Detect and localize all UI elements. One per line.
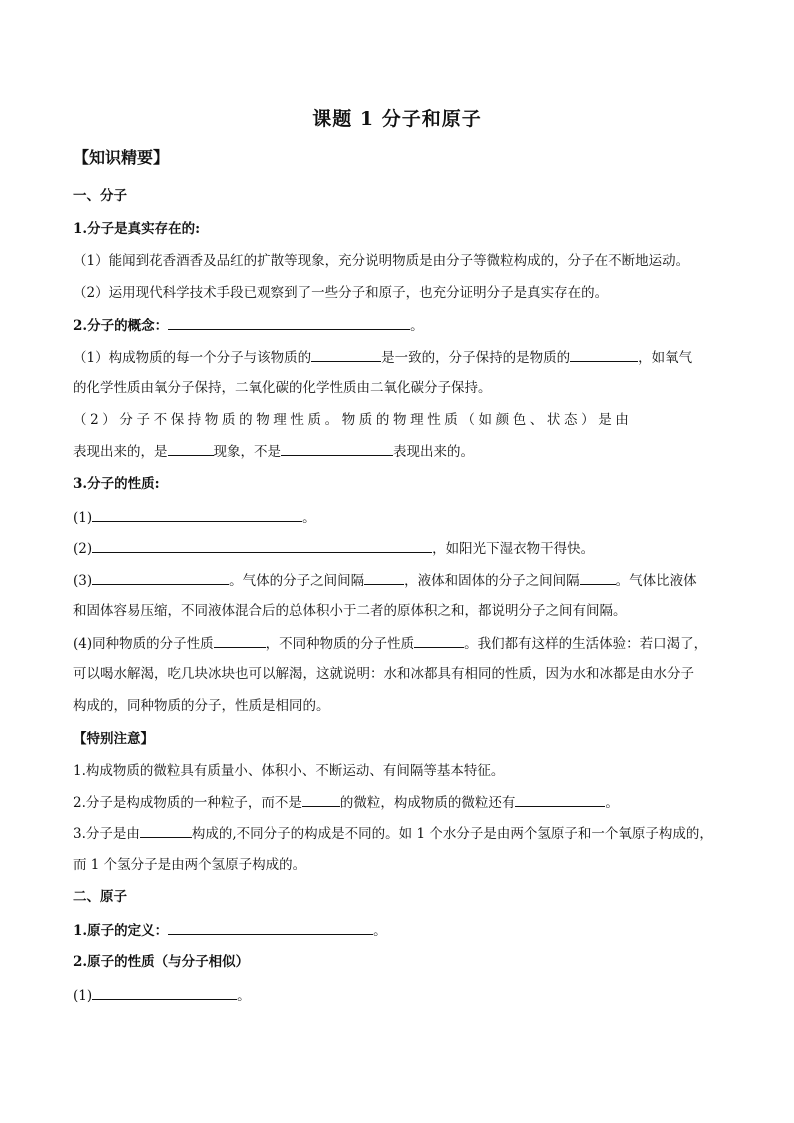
heading-atom: 二、原子 — [73, 889, 127, 905]
text-segment: 。气体的分子之间间隔 — [229, 573, 365, 589]
section-heading-special-notes: 【特别注意】 — [73, 731, 154, 747]
fill-blank[interactable] — [140, 823, 192, 838]
punctuation: 。 — [302, 510, 316, 526]
fill-blank[interactable] — [364, 570, 404, 585]
fill-blank[interactable] — [515, 792, 605, 807]
item-number: (2) — [73, 541, 93, 557]
fill-blank[interactable] — [302, 792, 340, 807]
text-segment: ，如氧气 — [638, 350, 693, 366]
text-segment: 现象，不是 — [213, 444, 281, 460]
paragraph-line: 和固体容易压缩，不同液体混合后的总体积小于二者的原体积之和，都说明分子之间有间隔。 — [73, 603, 627, 619]
page-title: 课题 1 分子和原子 — [312, 108, 482, 130]
paragraph-line — [73, 441, 474, 462]
fill-blank[interactable] — [580, 570, 616, 585]
subheading-atom-properties: 2.原子的性质（与分子相似） — [73, 954, 250, 970]
definition-line — [73, 920, 387, 941]
text-segment: 构成的,不同分子的构成是不同的。如 1 个水分子是由两个氢原子和一个氧原子构成的， — [191, 826, 713, 842]
fill-blank[interactable] — [311, 347, 381, 362]
paragraph-line: 构成的，同种物质的分子，性质是相同的。 — [73, 698, 330, 714]
property-line — [73, 538, 594, 559]
property-line — [73, 507, 316, 528]
fill-blank[interactable] — [92, 538, 432, 553]
property-line — [73, 633, 707, 654]
text-segment: （1）构成物质的每一个分子与该物质的 — [73, 350, 312, 366]
item-number: (1) — [73, 988, 93, 1004]
text-segment: 。气体比液体 — [615, 573, 697, 589]
text-segment: 表现出来的。 — [393, 444, 474, 460]
subheading-real-existence: 1.分子是真实存在的: — [73, 221, 201, 237]
fill-blank[interactable] — [281, 441, 393, 456]
paragraph-line: （1）能闻到花香酒香及品红的扩散等现象，充分说明物质是由分子等微粒构成的，分子在不断地运动。 — [73, 253, 690, 269]
paragraph-line: （2）运用现代科学技术手段已观察到了一些分子和原子，也充分证明分子是真实存在的。 — [73, 285, 609, 301]
text-segment: 3.分子是由 — [73, 826, 140, 842]
fill-blank[interactable] — [168, 920, 373, 935]
fill-blank[interactable] — [168, 441, 214, 456]
punctuation: 。 — [373, 923, 387, 939]
item-number: (3) — [73, 573, 93, 589]
punctuation: 。 — [410, 318, 424, 334]
note-line — [73, 792, 619, 813]
punctuation: 。 — [605, 795, 619, 811]
text-segment: 表现出来的，是 — [73, 444, 168, 460]
text-segment: ，如阳光下湿衣物干得快。 — [432, 541, 595, 557]
text-segment: 的微粒，构成物质的微粒还有 — [339, 795, 516, 811]
paragraph-line: 的化学性质由氧分子保持，二氧化碳的化学性质由二氧化碳分子保持。 — [73, 380, 492, 396]
text-segment: 2.分子是构成物质的一种粒子，而不是 — [73, 795, 302, 811]
text-segment: 。我们都有这样的生活体验：若口渴了， — [464, 636, 708, 652]
item-number: (1) — [73, 510, 93, 526]
subheading-atom-definition: 1.原子的定义： — [73, 923, 169, 939]
concept-line — [73, 315, 424, 336]
heading-molecule: 一、分子 — [73, 188, 127, 204]
paragraph-line — [73, 347, 692, 368]
section-heading-knowledge: 【知识精要】 — [73, 148, 170, 167]
note-line — [73, 823, 713, 844]
text-segment: ，液体和固体的分子之间间隔 — [404, 573, 580, 589]
paragraph-line: （2）分子不保持物质的物理性质。物质的物理性质（如颜色、状态）是由 — [73, 412, 633, 428]
note-line: 1.构成物质的微粒具有质量小、体积小、不断运动、有间隔等基本特征。 — [73, 763, 505, 779]
subheading-concept: 2.分子的概念： — [73, 318, 169, 334]
text-segment: ，不同种物质的分子性质 — [265, 636, 415, 652]
fill-blank[interactable] — [570, 347, 638, 362]
fill-blank[interactable] — [92, 507, 302, 522]
fill-blank[interactable] — [92, 570, 229, 585]
fill-blank[interactable] — [168, 315, 410, 330]
text-segment: (4)同种物质的分子性质 — [73, 636, 214, 652]
paragraph-line: 而 1 个氢分子是由两个氢原子构成的。 — [73, 857, 307, 873]
subheading-properties: 3.分子的性质: — [73, 476, 160, 492]
punctuation: 。 — [237, 988, 251, 1004]
property-line — [73, 570, 697, 591]
text-segment: 是一致的，分子保持的是物质的 — [381, 350, 571, 366]
fill-blank[interactable] — [414, 633, 464, 648]
paragraph-line: 可以喝水解渴，吃几块冰块也可以解渴，这就说明：水和冰都具有相同的性质，因为水和冰都是由水分子 — [73, 666, 694, 682]
property-line — [73, 985, 251, 1006]
fill-blank[interactable] — [92, 985, 237, 1000]
fill-blank[interactable] — [214, 633, 266, 648]
